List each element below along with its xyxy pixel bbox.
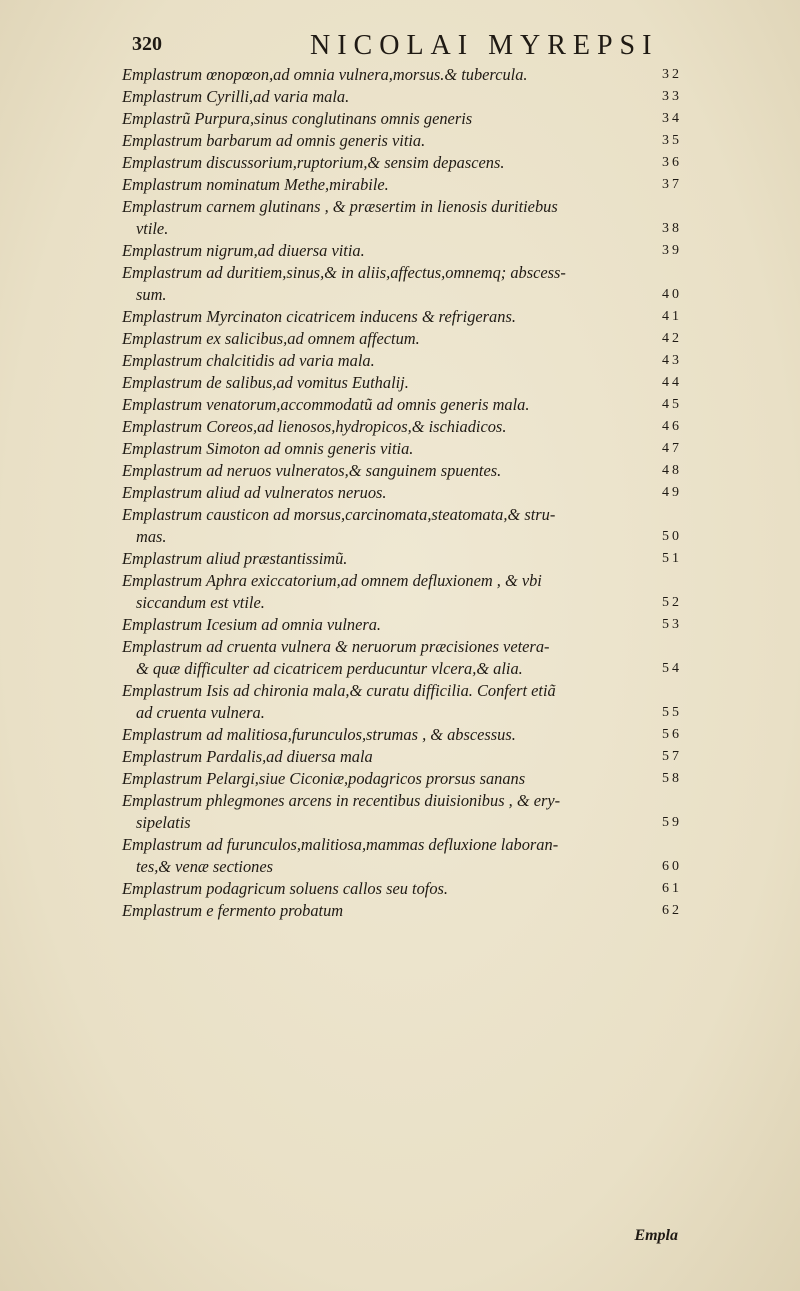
entry-text: Emplastrum aliud ad vulneratos neruos. — [122, 483, 387, 502]
index-entry — [122, 306, 682, 328]
entry-number: 51 — [662, 551, 682, 566]
index-entry — [122, 680, 682, 724]
index-entry — [122, 64, 682, 86]
entry-text: Emplastrum carnem glutinans , & præsertim in lienosis duritiebus — [122, 197, 558, 216]
entry-number: 56 — [662, 727, 682, 742]
entry-text: Emplastrum Pelargi,siue Ciconiæ,podagricos prorsus sanans — [122, 769, 526, 788]
entry-text: Emplastrum ad malitiosa,furunculos,strumas , & abscessus. — [122, 725, 516, 744]
index-entry — [122, 724, 682, 746]
index-entry — [122, 152, 682, 174]
entry-number: 54 — [662, 661, 682, 676]
entry-text: Emplastrum causticon ad morsus,carcinomata,steatomata,& stru- — [122, 505, 556, 524]
index-entry — [122, 328, 682, 350]
entry-text: Emplastrum Myrcinaton cicatricem inducens & refrigerans. — [122, 307, 516, 326]
entry-number: 46 — [662, 419, 682, 434]
entry-number: 50 — [662, 529, 682, 544]
index-entries — [122, 64, 682, 922]
entry-number: 61 — [662, 881, 682, 896]
entry-number: 43 — [662, 353, 682, 368]
index-entry — [122, 240, 682, 262]
entry-number: 55 — [662, 705, 682, 720]
entry-continuation: vtile. — [136, 219, 169, 238]
index-entry — [122, 108, 682, 130]
index-entry — [122, 878, 682, 900]
entry-text: Emplastrum Simoton ad omnis generis vitia. — [122, 439, 414, 458]
index-entry — [122, 768, 682, 790]
entry-number: 47 — [662, 441, 682, 456]
entry-number: 39 — [662, 243, 682, 258]
entry-text: Emplastrum podagricum soluens callos seu tofos. — [122, 879, 448, 898]
index-entry — [122, 372, 682, 394]
entry-number: 58 — [662, 771, 682, 786]
entry-text: Emplastrum Coreos,ad lienosos,hydropicos,& ischiadicos. — [122, 417, 507, 436]
entry-text: Emplastrum de salibus,ad vomitus Euthalij. — [122, 373, 409, 392]
entry-text: Emplastrum ad duritiem,sinus,& in aliis,affectus,omnemq; abscess- — [122, 263, 566, 282]
index-entry — [122, 834, 682, 878]
entry-number: 35 — [662, 133, 682, 148]
index-entry — [122, 394, 682, 416]
entry-number: 33 — [662, 89, 682, 104]
entry-number: 32 — [662, 67, 682, 82]
index-entry — [122, 86, 682, 108]
index-entry — [122, 636, 682, 680]
entry-number: 62 — [662, 903, 682, 918]
entry-text: Emplastrũ Purpura,sinus conglutinans omnis generis — [122, 109, 473, 128]
index-entry — [122, 438, 682, 460]
index-entry — [122, 482, 682, 504]
entry-continuation: tes,& venæ sectiones — [136, 857, 274, 876]
entry-text: Emplastrum Isis ad chironia mala,& curatu difficilia. Confert etiã — [122, 681, 556, 700]
index-entry — [122, 416, 682, 438]
entry-text: Emplastrum œnopœon,ad omnia vulnera,morsus.& tubercula. — [122, 65, 528, 84]
entry-number: 60 — [662, 859, 682, 874]
entry-number: 38 — [662, 221, 682, 236]
entry-text: Emplastrum nominatum Methe,mirabile. — [122, 175, 389, 194]
entry-text: Emplastrum phlegmones arcens in recentibus diuisionibus , & ery- — [122, 791, 561, 810]
entry-text: Emplastrum venatorum,accommodatũ ad omnis generis mala. — [122, 395, 530, 414]
entry-number: 41 — [662, 309, 682, 324]
index-entry — [122, 614, 682, 636]
entry-number: 44 — [662, 375, 682, 390]
entry-text: Emplastrum Cyrilli,ad varia mala. — [122, 87, 350, 106]
entry-number: 52 — [662, 595, 682, 610]
index-entry — [122, 504, 682, 548]
entry-continuation: & quæ difficulter ad cicatricem perducuntur vlcera,& alia. — [136, 659, 523, 678]
entry-text: Emplastrum ad cruenta vulnera & neruorum præcisiones vetera- — [122, 637, 550, 656]
entry-text: Emplastrum Pardalis,ad diuersa mala — [122, 747, 373, 766]
entry-text: Emplastrum Aphra exiccatorium,ad omnem defluxionem , & vbi — [122, 571, 542, 590]
entry-continuation: sipelatis — [136, 813, 191, 832]
index-entry — [122, 350, 682, 372]
entry-text: Emplastrum e fermento probatum — [122, 901, 344, 920]
entry-text: Emplastrum ad furunculos,malitiosa,mammas defluxione laboran- — [122, 835, 559, 854]
entry-continuation: siccandum est vtile. — [136, 593, 265, 612]
entry-number: 48 — [662, 463, 682, 478]
entry-number: 45 — [662, 397, 682, 412]
entry-number: 42 — [662, 331, 682, 346]
index-entry — [122, 548, 682, 570]
index-entry — [122, 196, 682, 240]
entry-number: 34 — [662, 111, 682, 126]
index-entry — [122, 460, 682, 482]
entry-text: Emplastrum chalcitidis ad varia mala. — [122, 351, 375, 370]
entry-continuation: ad cruenta vulnera. — [136, 703, 265, 722]
entry-continuation: mas. — [136, 527, 167, 546]
entry-number: 49 — [662, 485, 682, 500]
index-entry — [122, 746, 682, 768]
entry-number: 53 — [662, 617, 682, 632]
index-entry — [122, 174, 682, 196]
entry-number: 36 — [662, 155, 682, 170]
entry-number: 40 — [662, 287, 682, 302]
entry-text: Emplastrum nigrum,ad diuersa vitia. — [122, 241, 365, 260]
index-entry — [122, 262, 682, 306]
entry-text: Emplastrum ad neruos vulneratos,& sanguinem spuentes. — [122, 461, 502, 480]
index-entry — [122, 570, 682, 614]
entry-text: Emplastrum Icesium ad omnia vulnera. — [122, 615, 382, 634]
entry-text: Emplastrum discussorium,ruptorium,& sensim depascens. — [122, 153, 505, 172]
running-head: NICOLAI MYREPSI — [310, 30, 659, 61]
entry-number: 57 — [662, 749, 682, 764]
page-number: 320 — [132, 33, 162, 55]
entry-text: Emplastrum ex salicibus,ad omnem affectum. — [122, 329, 420, 348]
entry-number: 37 — [662, 177, 682, 192]
entry-number: 59 — [662, 815, 682, 830]
entry-text: Emplastrum aliud præstantissimũ. — [122, 549, 348, 568]
index-entry — [122, 900, 682, 922]
index-entry — [122, 130, 682, 152]
entry-text: Emplastrum barbarum ad omnis generis vitia. — [122, 131, 426, 150]
entry-continuation: sum. — [136, 285, 167, 304]
catchword: Empla — [634, 1227, 678, 1244]
index-entry — [122, 790, 682, 834]
